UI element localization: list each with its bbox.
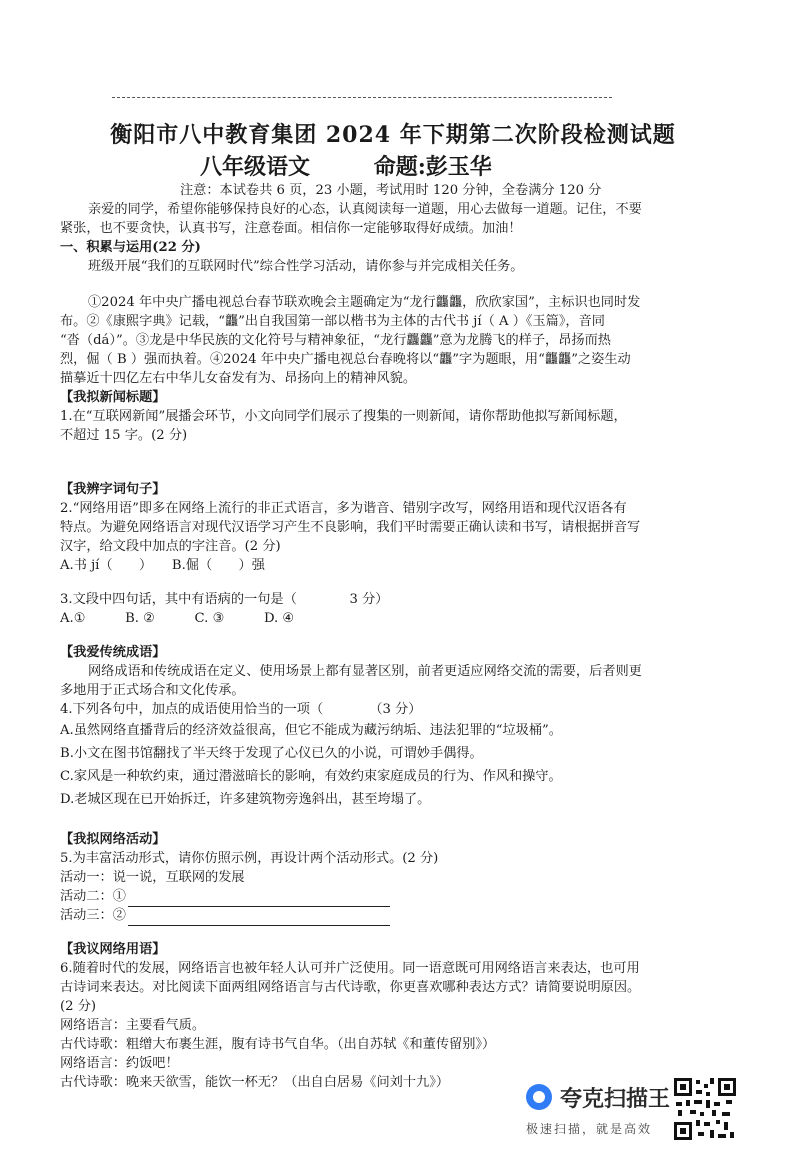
- q5-activity-3-row: [60, 906, 750, 926]
- q2-line-1: 2.“网络用语”即多在网络上流行的非正式语言，多为谐音、错别字改写，网络用语和现代汉语各有: [60, 501, 627, 516]
- intro-line-1: 亲爱的同学，希望你能够保持良好的心态，认真阅读每一道题，用心去做每一道题。记住，不要: [88, 202, 642, 217]
- passage-line-4: 烈，倔（ B ）强而执着。④2024 年中央广播电视总台春晚将以“龘”字为题眼，用“龘龘”之姿生动: [60, 352, 631, 367]
- q2-tag: 【我辨字词句子】: [60, 482, 166, 497]
- section-heading: 一、积累与运用(22 分): [60, 240, 201, 255]
- q5-activity-2: 活动二：①: [60, 889, 126, 904]
- passage-line-1: ①2024 年中央广播电视总台春节联欢晚会主题确定为“龙行龘龘，欣欣家国”，主标识也同时发: [88, 295, 641, 310]
- qr-code-icon: [672, 1076, 738, 1142]
- q1-tag: 【我拟新闻标题】: [60, 390, 166, 405]
- q2-line-2: 特点。为避免网络语言对现代汉语学习产生不良影响，我们平时需要正确认读和书写，请根据拼音写: [60, 520, 641, 535]
- q6-net-1: 网络语言：主要看气质。: [60, 1018, 206, 1033]
- q5-activity-1: 活动一：说一说，互联网的发展: [60, 870, 245, 885]
- q1-line-1: 1.在“互联网新闻”展播会环节，小文向同学们展示了搜集的一则新闻，请你帮助他拟写新闻标题，: [60, 409, 627, 424]
- q6-line-2: 古诗词来表达。对比阅读下面两组网络语言与古代诗歌，你更喜欢哪种表达方式？请简要说明原因。: [60, 980, 641, 995]
- passage-line-2: 布。②《康熙字典》记载，“龘”出自我国第一部以楷书为主体的古代书 jí（ A ）《玉篇》，音同: [60, 314, 605, 329]
- q4-option-d: D.老城区现在已开始拆迁，许多建筑物旁逸斜出，甚至垮塌了。: [60, 792, 431, 807]
- q3-stem: 3.文段中四句话，其中有语病的一句是（ 3 分）: [60, 592, 389, 607]
- q4-intro-2: 多地用于正式场合和文化传承。: [60, 683, 245, 698]
- exam-notice: 注意：本试卷共 6 页，23 小题，考试用时 120 分钟，全卷满分 120 分: [180, 183, 602, 198]
- q6-line-3: (2 分): [60, 999, 97, 1014]
- subject-label: 八年级语文: [200, 154, 311, 180]
- q6-poem-2: 古代诗歌：晚来天欲雪，能饮一杯无？（出自白居易《问刘十九》）: [60, 1075, 450, 1090]
- intro-line-2: 紧张，也不要贪快，认真书写，注意卷面。相信你一定能够取得好成绩。加油！: [60, 221, 522, 236]
- q5-stem: 5.为丰富活动形式，请你仿照示例，再设计两个活动形式。(2 分): [60, 851, 439, 866]
- q2-line-3: 汉字，给文段中加点的字注音。(2 分): [60, 539, 281, 554]
- scanner-slogan: 极速扫描，就是高效: [526, 1122, 653, 1136]
- passage-line-5: 描摹近十四亿左右中华儿女奋发有为、昂扬向上的精神风貌。: [60, 371, 417, 386]
- q4-intro-1: 网络成语和传统成语在定义、使用场景上都有显著区别，前者更适应网络交流的需要，后者则更: [88, 664, 642, 679]
- exam-title: 衡阳市八中教育集团 2024 年下期第二次阶段检测试题: [110, 122, 676, 148]
- subject-line: [200, 150, 620, 181]
- q4-stem: 4.下列各句中，加点的成语使用恰当的一项（ （3 分）: [60, 702, 422, 717]
- q6-poem-1: 古代诗歌：粗缯大布裹生涯，腹有诗书气自华。（出自苏轼《和董传留别》）: [60, 1037, 496, 1052]
- q6-net-2: 网络语言：约饭吧！: [60, 1056, 179, 1071]
- scanner-watermark: [520, 1076, 770, 1142]
- q6-tag: 【我议网络用语】: [60, 942, 166, 957]
- answer-blank-2[interactable]: [128, 911, 390, 926]
- answer-blank-1[interactable]: [128, 892, 390, 907]
- scanner-logo-icon: [526, 1084, 552, 1110]
- q6-line-1: 6.随着时代的发展，网络语言也被年轻人认可并广泛使用。同一语意既可用网络语言来表达，也可用: [60, 961, 640, 976]
- q2-options: A.书 jí（ ） B.倔（ ）强: [60, 558, 265, 573]
- q4-tag: 【我爱传统成语】: [60, 645, 166, 660]
- passage-line-3: “沓（dá）”。③龙是中华民族的文化符号与精神象征，“龙行龘龘”意为龙腾飞的样子，昂扬而热: [60, 333, 611, 348]
- q4-option-b: B.小文在图书馆翻找了半天终于发现了心仪已久的小说，可谓妙手偶得。: [60, 746, 483, 761]
- author-label: 命题:彭玉华: [373, 154, 492, 180]
- q3-options: A.① B. ② C. ③ D. ④: [60, 611, 295, 626]
- q5-activity-3: 活动三：②: [60, 908, 126, 923]
- header-rule: [112, 97, 612, 98]
- q4-option-c: C.家风是一种软约束，通过潜滋暗长的影响，有效约束家庭成员的行为、作风和操守。: [60, 769, 562, 784]
- scanner-brand-name: 夸克扫描王: [560, 1087, 671, 1112]
- q1-line-2: 不超过 15 字。(2 分): [60, 428, 188, 443]
- activity-task: 班级开展“我们的互联网时代”综合性学习活动，请你参与并完成相关任务。: [88, 259, 524, 274]
- q4-option-a: A.虽然网络直播背后的经济效益很高，但它不能成为藏污纳垢、违法犯罪的“垃圾桶”。: [60, 723, 562, 738]
- q5-tag: 【我拟网络活动】: [60, 832, 166, 847]
- q5-activity-2-row: [60, 887, 750, 907]
